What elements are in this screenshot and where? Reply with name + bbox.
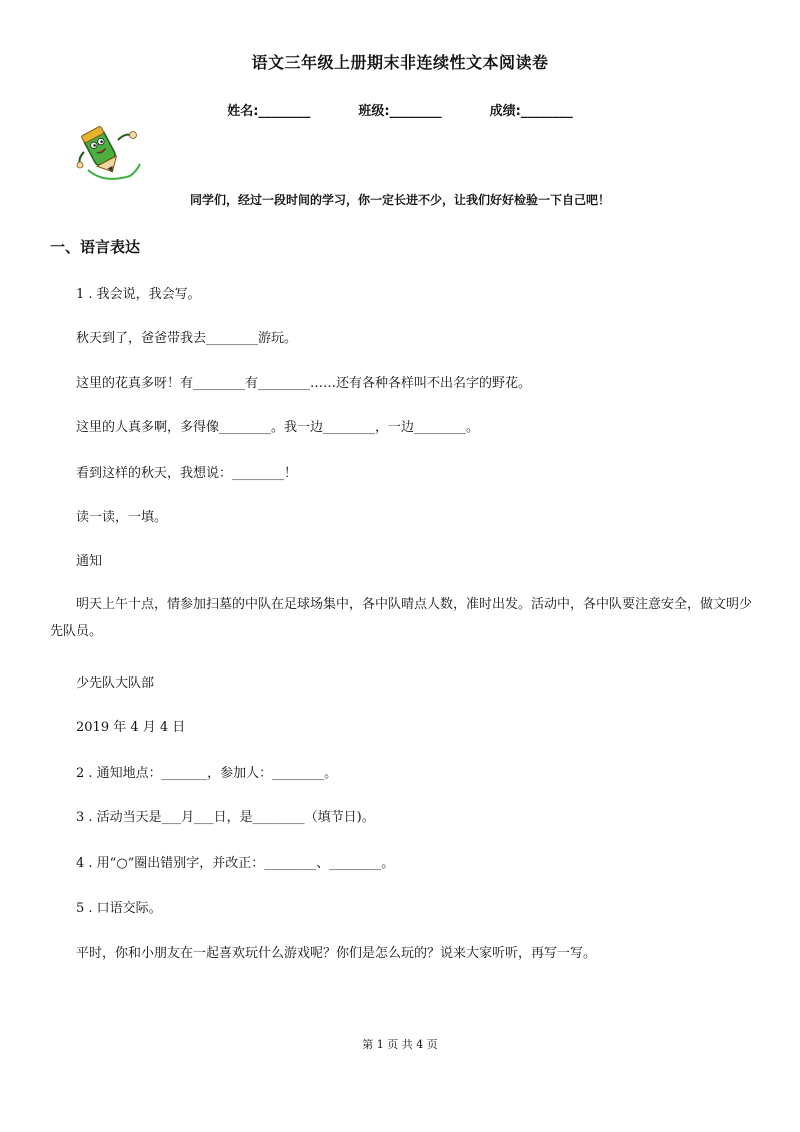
- notice-body: 明天上午十点，情参加扫墓的中队在足球场集中，各中队晴点人数，准时出发。活动中，各中队要注意安全，做文明少先队员。: [50, 597, 753, 639]
- question-3: 3 . 活动当天是___月___日，是________（填节日)。: [76, 810, 375, 825]
- score-field[interactable]: 成绩:________: [489, 104, 573, 119]
- question-1-line-b: 这里的花真多呀！有________有________……还有各种各样叫不出名字的野花。: [76, 376, 532, 391]
- question-5-prompt: 平时，你和小朋友在一起喜欢玩什么游戏呢？你们是怎么玩的？说来大家听听，再写一写。: [76, 946, 597, 961]
- notice-date: 2019 年 4 月 4 日: [76, 720, 186, 735]
- question-5: 5 . 口语交际。: [76, 901, 162, 916]
- reading-prompt: 读一读，一填。: [76, 510, 168, 525]
- page-title: 语文三年级上册期末非连续性文本阅读卷: [251, 53, 549, 72]
- notice-signature: 少先队大队部: [76, 676, 155, 691]
- question-1: 1 . 我会说，我会写。: [76, 287, 201, 302]
- notice-title: 通知: [76, 554, 103, 569]
- page-footer: 第 1 页 共 4 页: [362, 1038, 438, 1051]
- student-info-row: [0, 100, 800, 119]
- question-1-line-a: 秋天到了，爸爸带我去________游玩。: [76, 331, 298, 346]
- question-1-line-d: 看到这样的秋天，我想说：________！: [76, 466, 298, 481]
- question-2: 2 . 通知地点：_______，参加人：________。: [76, 766, 338, 781]
- pencil-mascot-icon: [74, 122, 146, 182]
- name-field[interactable]: 姓名:________: [227, 104, 311, 119]
- question-4: 4 . 用“○”圈出错别字，并改正：________、________。: [76, 856, 395, 871]
- section-heading: 一、语言表达: [50, 238, 141, 256]
- greeting-text: 同学们，经过一段时间的学习，你一定长进不少，让我们好好检验一下自己吧！: [189, 193, 610, 207]
- class-field[interactable]: 班级:________: [358, 104, 442, 119]
- question-1-line-c: 这里的人真多啊，多得像________。我一边________，一边________。: [76, 420, 480, 435]
